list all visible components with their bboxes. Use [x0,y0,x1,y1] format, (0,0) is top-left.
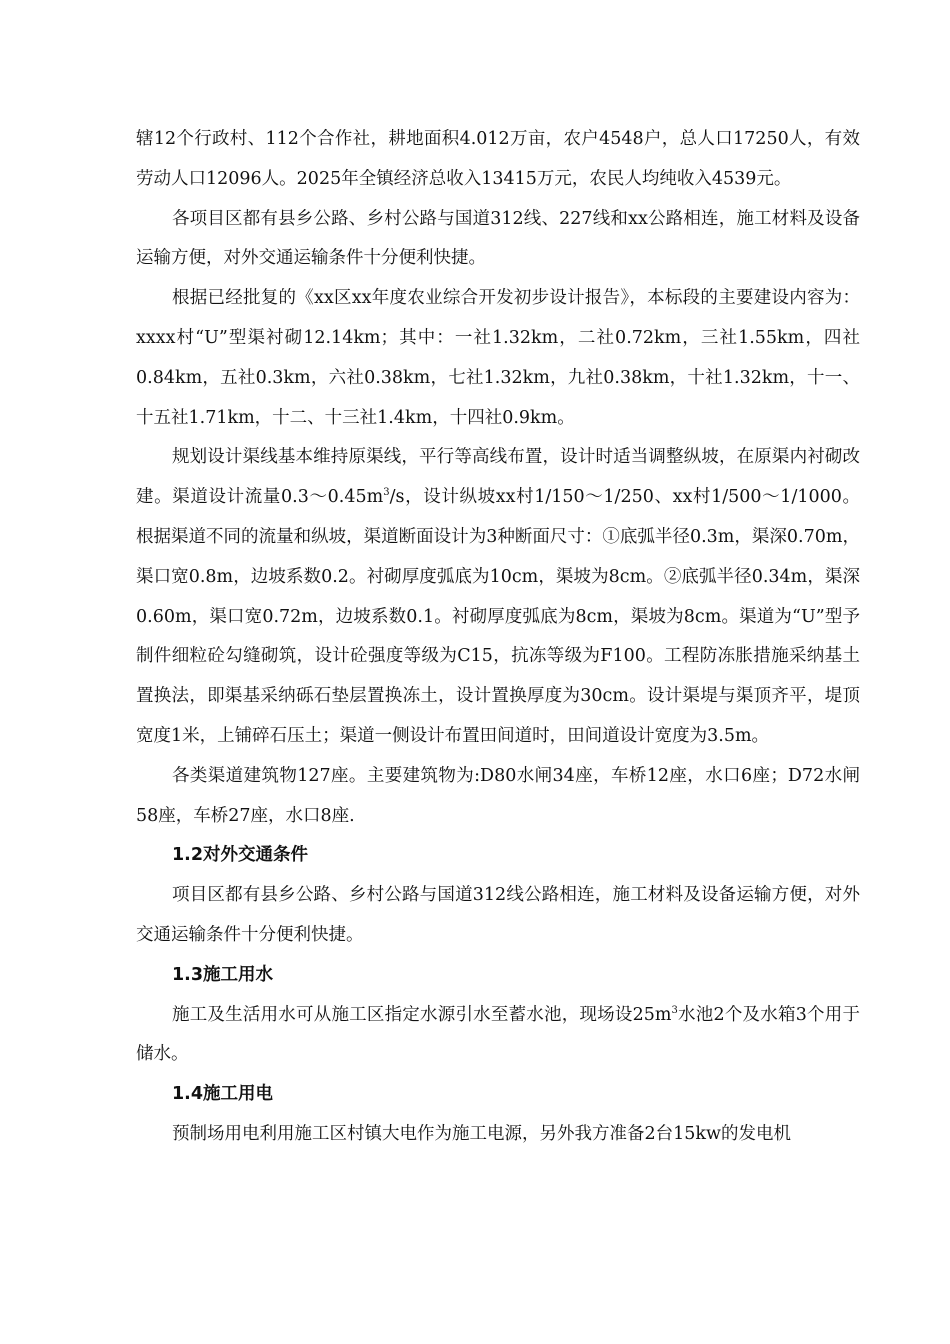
paragraph-overview [136,120,860,200]
paragraph-traffic-summary-text: 各项目区都有县乡公路、乡村公路与国道312线、227线和xx公路相连，施工材料及设备运输方便，对外交通运输条件十分便利快捷。 [136,208,860,269]
section-heading-1-4: 1.4施工用电 [172,1084,274,1105]
paragraph-construction-content [136,279,860,438]
paragraph-power-supply [136,1115,860,1155]
superscript-cubic-water: 3 [671,1004,678,1016]
paragraph-channel-design [136,438,860,756]
paragraph-channel-design-text-b: /s，设计纵坡xx村1/150～1/250、xx村1/500～1/1000。根据渠道不同的流量和纵坡，渠道断面设计为3种断面尺寸：①底弧半径0.3m，渠深0.70m，渠口宽0.8m，边坡系数0.2。衬砌厚度弧底为10cm，渠坡为8cm。②底弧半径0.34m，渠深0.60m，渠口宽0.72m，边坡系数0.1。衬砌厚度弧底为8cm，渠坡为8cm。渠道为“U”型予制件细粒砼勾缝砌筑，设计砼强度等级为C15，抗冻等级为F100。工程防冻胀措施采纳基土置换法，即渠基采纳砾石垫层置换冻土，设计置换厚度为30cm。设计渠堤与渠顶齐平，堤顶宽度1米，上铺碎石压土；渠道一侧设计布置田间道时，田间道设计宽度为3.5m。 [136,487,861,746]
section-heading-1-2: 1.2对外交通条件 [172,845,309,866]
paragraph-overview-text: 辖12个行政村、112个合作社，耕地面积4.012万亩，农户4548户，总人口17250人，有效劳动人口12096人。2025年全镇经济总收入13415万元，农民人均纯收入4539元。 [136,129,860,189]
document-body [136,120,860,1155]
paragraph-power-supply-text: 预制场用电利用施工区村镇大电作为施工电源，另外我方准备2台15kw的发电机 [172,1123,791,1144]
paragraph-water-supply-text-a: 施工及生活用水可从施工区指定水源引水至蓄水池，现场设25m [172,1004,672,1025]
paragraph-construction-content-text: 根据已经批复的《xx区xx年度农业综合开发初步设计报告》，本标段的主要建设内容为：xxxx村“U”型渠衬砌12.14km；其中：一社1.32km，二社0.72km，三社1.55km，四社0.84km，五社0.3km，六社0.38km，七社1.32km，九社0.38km，十社1.32km，十一、十五社1.71km，十二、十三社1.4km，十四社0.9km。 [136,288,860,428]
paragraph-channel-design-text-a: 规划设计渠线基本维持原渠线，平行等高线布置，设计时适当调整纵坡，在原渠内衬砌改建。渠道设计流量0.3～0.45m [136,447,860,508]
paragraph-water-supply-text-b: 水池2个及水箱3个用于储水。 [136,1004,860,1065]
paragraph-traffic-summary [136,200,860,280]
paragraph-external-traffic [136,876,860,956]
paragraph-water-supply [136,996,860,1076]
section-heading-1-3: 1.3施工用水 [172,964,274,985]
paragraph-external-traffic-text: 项目区都有县乡公路、乡村公路与国道312线公路相连，施工材料及设备运输方便，对外交通运输条件十分便利快捷。 [136,885,860,945]
paragraph-buildings-text: 各类渠道建筑物127座。主要建筑物为:D80水闸34座，车桥12座，水口6座；D72水闸58座，车桥27座，水口8座. [136,765,860,826]
paragraph-buildings [136,757,860,837]
superscript-cubic: 3 [383,487,390,499]
